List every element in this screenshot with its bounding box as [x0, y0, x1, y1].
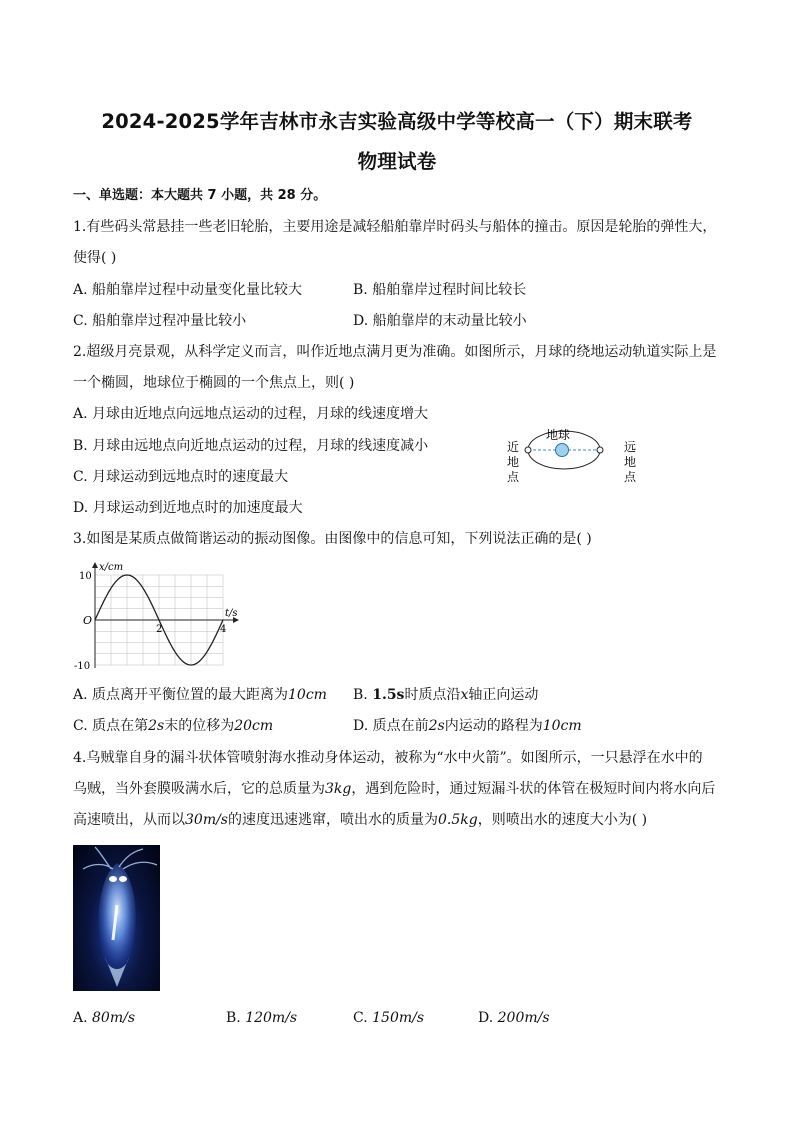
q4-mass-water: 0.5kg [438, 812, 478, 828]
question-2-line-2: 一个椭圆，地球位于椭圆的一个焦点上，则( ) [73, 375, 355, 391]
orbit-diagram [500, 420, 650, 490]
y-tick-label: 10 [79, 571, 92, 582]
q4-line2-text-c: ，遇到危险时，通过短漏斗状的体管在极短时间内将水向后 [351, 781, 716, 797]
near-label-2: 地 [507, 455, 520, 469]
q4-line3-text-e: ，则喷出水的速度大小为( ) [477, 812, 648, 828]
vibration-chart [73, 560, 243, 675]
page-subtitle: 物理试卷 [357, 150, 437, 173]
question-1-option-c: C. 船舶靠岸过程冲量比较小 [73, 313, 247, 329]
q4-option-d-value: 200m/s [497, 1010, 550, 1026]
q4-option-a-value: 80m/s [92, 1010, 136, 1026]
y-axis-label: x/cm [99, 562, 124, 573]
option-b-value: 1.5s [372, 687, 405, 703]
question-2-line-1: 2.超级月亮景观，从科学定义而言，叫作近地点满月更为准确。如图所示，月球的绕地运动轨道实际上是 [73, 344, 717, 360]
far-label-1: 远 [624, 440, 637, 454]
far-label-3: 点 [624, 470, 637, 484]
y-axis-arrow [92, 562, 98, 568]
question-3-option-d [353, 717, 582, 735]
question-4-line-2 [73, 780, 723, 798]
q4-option-d-prefix: D. [478, 1010, 498, 1026]
question-3-option-a [73, 686, 327, 704]
far-point [597, 447, 603, 453]
question-4-option-c [353, 1009, 424, 1027]
option-c-value: 20cm [234, 718, 274, 734]
option-c-text: C. 质点在第 [73, 718, 149, 734]
option-a-value: 10cm [288, 687, 327, 703]
x-axis-label: t/s [225, 608, 238, 619]
question-1-option-b: B. 船舶靠岸过程时间比较长 [353, 282, 527, 298]
option-b-var: x [460, 687, 469, 703]
origin-label: O [83, 614, 93, 627]
y-tick-label: -10 [74, 661, 91, 672]
question-4-option-b [226, 1009, 297, 1027]
x-tick-label: 4 [220, 624, 227, 635]
q4-speed: 30m/s [185, 812, 228, 828]
option-d-text: D. 质点在前 [353, 718, 429, 734]
question-3-line-1: 3.如图是某质点做简谐运动的振动图像。由图像中的信息可知，下列说法正确的是( ) [73, 531, 592, 547]
q4-line3-text-c: 的速度迅速逃窜，喷出水的质量为 [228, 812, 438, 828]
option-d-mid-value: 2s [428, 718, 445, 734]
q4-option-c-prefix: C. [353, 1010, 373, 1026]
option-c-mid-value: 2s [148, 718, 165, 734]
option-c-mid: 末的位移为 [164, 718, 235, 734]
question-1-option-d: D. 船舶靠岸的末动量比较小 [353, 313, 527, 329]
question-4-line-1: 4.乌贼靠自身的漏斗状体管喷射海水推动身体运动，被称为“水中火箭”。如图所示，一只悬浮在水中的 [73, 750, 703, 766]
question-3-option-c [73, 717, 273, 735]
page-title: 2024-2025学年吉林市永吉实验高级中学等校高一（下）期末联考 [101, 110, 693, 133]
q4-line2-text-a: 乌贼，当外套膜吸满水后，它的总质量为 [73, 781, 325, 797]
earth-circle [556, 444, 569, 457]
earth-label: 地球 [546, 428, 571, 442]
option-d-value: 10cm [542, 718, 582, 734]
question-1-line-2: 使得( ) [73, 250, 117, 266]
option-a-text: A. 质点离开平衡位置的最大距离为 [73, 687, 289, 703]
near-label-1: 近 [507, 440, 520, 454]
question-4-option-a [73, 1009, 135, 1027]
q4-option-c-value: 150m/s [372, 1010, 425, 1026]
q4-mass-total: 3kg [325, 781, 352, 797]
question-2-option-c: C. 月球运动到远地点时的速度最大 [73, 469, 289, 485]
option-b-prefix: B. [353, 687, 373, 703]
x-tick-label: 2 [156, 624, 163, 635]
q4-option-a-prefix: A. [73, 1010, 93, 1026]
question-3-option-b [353, 686, 538, 704]
question-2-option-d: D. 月球运动到近地点时的加速度最大 [73, 500, 303, 516]
question-2-option-b: B. 月球由远地点向近地点运动的过程，月球的线速度减小 [73, 438, 429, 454]
q4-option-b-prefix: B. [226, 1010, 246, 1026]
question-2-option-a: A. 月球由近地点向远地点运动的过程，月球的线速度增大 [73, 406, 429, 422]
question-1-line-1: 1.有些码头常悬挂一些老旧轮胎，主要用途是减轻船舶靠岸时码头与船体的撞击。原因是轮胎的弹性大， [73, 219, 717, 235]
near-point [525, 447, 531, 453]
q4-option-b-value: 120m/s [245, 1010, 298, 1026]
option-b-mid: 时质点沿 [404, 687, 461, 703]
question-4-line-3 [73, 811, 723, 829]
option-d-mid: 内运动的路程为 [444, 718, 543, 734]
squid-photo [73, 845, 160, 991]
near-label-3: 点 [507, 470, 520, 484]
option-b-suffix: 轴正向运动 [468, 687, 539, 703]
section-heading: 一、单选题：本大题共 7 小题，共 28 分。 [73, 188, 327, 203]
question-4-option-d [478, 1009, 550, 1027]
far-label-2: 地 [624, 455, 637, 469]
question-1-option-a: A. 船舶靠岸过程中动量变化量比较大 [73, 282, 303, 298]
q4-line3-text-a: 高速喷出，从而以 [73, 812, 185, 828]
